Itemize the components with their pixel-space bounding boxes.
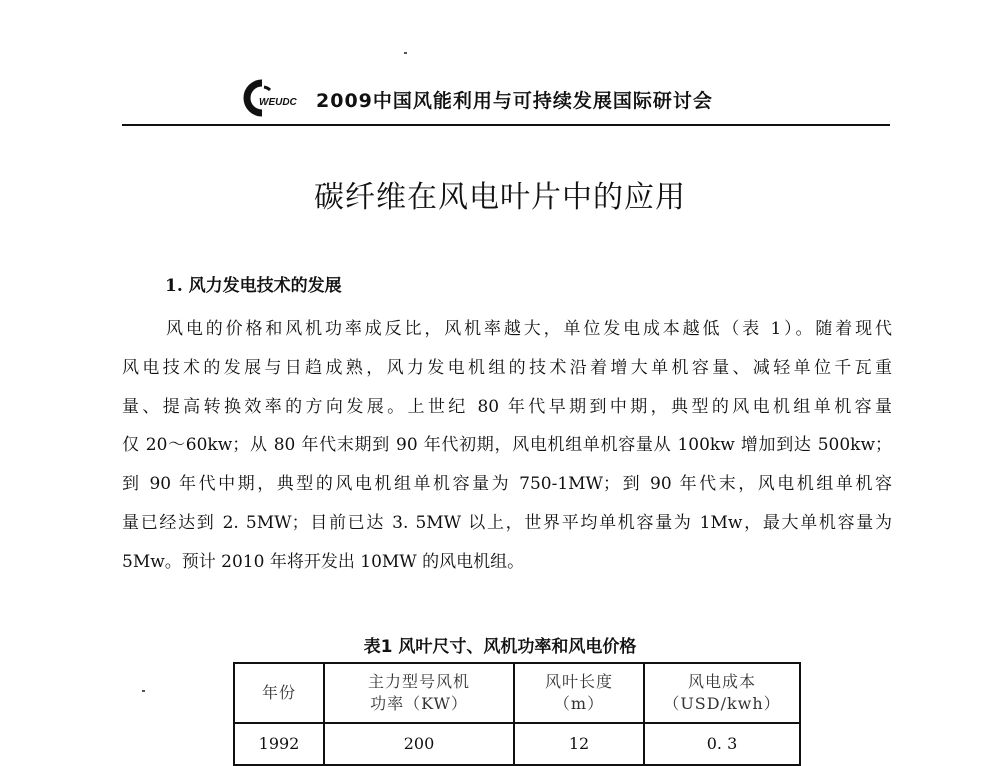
conference-header xyxy=(122,72,890,126)
scan-speck xyxy=(142,690,145,692)
table-header-cell xyxy=(234,663,324,723)
scan-speck xyxy=(404,52,407,54)
paragraph-line: 量、提高转换效率的方向发展。上世纪 80 年代早期到中期，典型的风电机组单机容量 xyxy=(122,396,892,417)
header-line: 功率（KW） xyxy=(370,694,468,713)
header-line: 风叶长度 xyxy=(544,672,613,691)
table-caption: 表1 风叶尺寸、风机功率和风电价格 xyxy=(363,637,637,657)
table-header-cell xyxy=(324,663,514,723)
paragraph-line: 风电的价格和风机功率成反比，风机率越大，单位发电成本越低（表 1）。随着现代 xyxy=(166,319,892,339)
header-line: 年份 xyxy=(261,683,296,702)
table-header-row xyxy=(234,663,800,723)
data-table xyxy=(233,662,801,766)
header-line: （USD/kwh） xyxy=(663,694,781,713)
table-header-cell xyxy=(514,663,644,723)
body-paragraph xyxy=(122,310,892,582)
header-line: （m） xyxy=(553,694,605,713)
paragraph-line: 量已经达到 2. 5MW；目前已达 3. 5MW 以上，世界平均单机容量为 1Mw，最大单机容量为 xyxy=(122,512,892,533)
paper-title: 碳纤维在风电叶片中的应用 xyxy=(314,180,686,215)
header-line: 主力型号风机 xyxy=(367,672,470,691)
conference-title: 2009中国风能利用与可持续发展国际研讨会 xyxy=(316,90,713,112)
paragraph-line: 仅 20～60kw；从 80 年代末期到 90 年代初期，风电机组单机容量从 100kw 增加到达 500kw； xyxy=(122,435,892,456)
paragraph-line: 5Mw。预计 2010 年将开发出 10MW 的风电机组。 xyxy=(122,551,525,572)
paragraph-line: 风电技术的发展与日趋成熟，风力发电机组的技术沿着增大单机容量、减轻单位千瓦重 xyxy=(122,357,892,378)
table-header-cell xyxy=(644,663,800,723)
header-line: 风电成本 xyxy=(687,672,756,691)
table-row xyxy=(234,723,800,765)
table-cell-cost: 0. 3 xyxy=(644,723,800,765)
logo-text: WEUDC xyxy=(259,97,297,108)
paragraph-line: 到 90 年代中期，典型的风电机组单机容量为 750-1MW；到 90 年代末，风电机组单机容 xyxy=(122,474,892,495)
table-cell-year: 1992 xyxy=(234,723,324,765)
section-heading: 1. 风力发电技术的发展 xyxy=(165,276,342,296)
conference-logo-icon xyxy=(240,78,302,118)
table-cell-power: 200 xyxy=(324,723,514,765)
table-cell-blade-length: 12 xyxy=(514,723,644,765)
